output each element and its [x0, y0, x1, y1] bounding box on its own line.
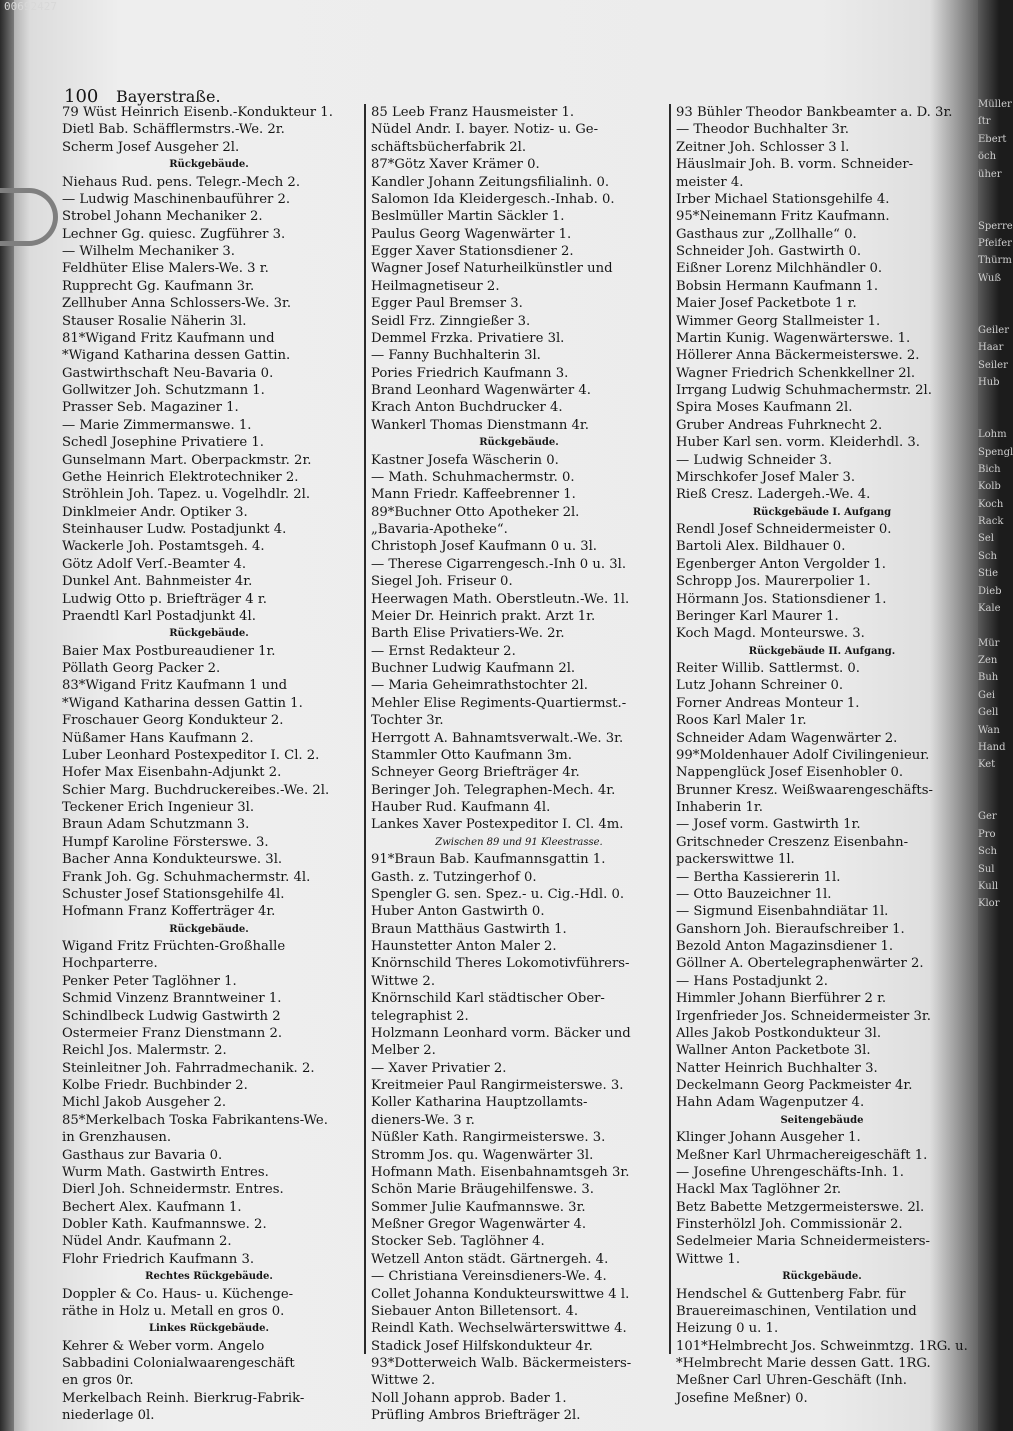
scan-id: 00692427 [4, 0, 57, 13]
directory-line: Hörmann Jos. Stationsdiener 1. [676, 591, 887, 607]
directory-line: Lechner Gg. quiesc. Zugführer 3. [62, 226, 286, 242]
directory-line: Praendtl Karl Postadjunkt 4l. [62, 608, 256, 624]
directory-line: 85 Leeb Franz Hausmeister 1. [371, 105, 575, 120]
directory-line: Koch Magd. Monteurswe. 3. [676, 626, 865, 642]
strip-line: ſtr [978, 116, 991, 128]
directory-line: Meßner Gregor Wagenwärter 4. [371, 1217, 587, 1232]
directory-line: Finsterhölzl Joh. Commissionär 2. [676, 1217, 903, 1232]
directory-line: — Hans Postadjunkt 2. [676, 973, 828, 989]
directory-line: Klinger Johann Ausgeher 1. [676, 1130, 861, 1146]
directory-line: 79 Wüst Heinrich Eisenb.-Kondukteur 1. [62, 105, 333, 120]
directory-line: Michl Jakob Ausgeher 2. [62, 1095, 227, 1111]
directory-line: Forner Andreas Monteur 1. [676, 695, 860, 711]
strip-line: Klor [978, 898, 1000, 910]
directory-line: Scherm Josef Ausgeher 2l. [62, 139, 240, 155]
strip-line [978, 391, 996, 408]
strip-line [978, 305, 996, 322]
directory-line: Pöllath Georg Packer 2. [62, 661, 221, 676]
directory-line: Teckener Erich Ingenieur 3l. [62, 800, 255, 815]
directory-line: Schier Marg. Buchdruckereibes.-We. 2l. [62, 782, 330, 798]
directory-line: Gastwirthschaft Neu-Bavaria 0. [62, 365, 274, 381]
directory-line: Gollwitzer Joh. Schutzmann 1. [62, 383, 265, 398]
directory-line: Brauereimaschinen, Ventilation und [676, 1303, 917, 1319]
directory-line: — Marie Zimmermanswe. 1. [62, 417, 252, 433]
directory-line: Zwischen 89 und 91 Kleestrasse. [435, 836, 603, 848]
directory-line: Roos Karl Maler 1r. [676, 713, 807, 729]
directory-line: „Bavaria-Apotheke“. [371, 522, 508, 537]
strip-line: Haar [978, 342, 1004, 354]
directory-line: Beringer Karl Maurer 1. [676, 608, 839, 624]
directory-line: Meßner Carl Uhren-Geschäft (Inh. [676, 1373, 907, 1389]
directory-line: Schindlbeck Ludwig Gastwirth 2 [62, 1008, 281, 1024]
directory-line: Wankerl Thomas Dienstmann 4r. [371, 417, 589, 433]
strip-line: Ebert [978, 133, 1007, 145]
strip-line [978, 287, 996, 304]
directory-line: Prüfling Ambros Briefträger 2l. [371, 1408, 581, 1424]
strip-line: Pro [978, 828, 996, 840]
directory-line: Stadick Josef Hilfskondukteur 4r. [371, 1338, 593, 1354]
directory-line: Ganshorn Joh. Bieraufschreiber 1. [676, 921, 905, 937]
directory-line: Deckelmann Georg Packmeister 4r. [676, 1078, 913, 1093]
directory-line: Alles Jakob Postkondukteur 3l. [676, 1025, 882, 1041]
directory-line: meister 4. [676, 174, 744, 190]
strip-line [978, 183, 996, 200]
directory-line: Bobsin Hermann Kaufmann 1. [676, 278, 879, 294]
directory-line: Siegel Joh. Friseur 0. [371, 574, 513, 590]
adjacent-page-strip [978, 96, 1013, 913]
directory-line: Betz Babette Metzgermeisterswe. 2l. [676, 1199, 925, 1215]
directory-line: 99*Moldenhauer Adolf Civilingenieur. [676, 747, 930, 763]
directory-line: telegraphist 2. [371, 1008, 469, 1024]
strip-line: Kull [978, 880, 999, 892]
directory-line: Nüdel Andr. I. bayer. Notiz- u. Ge- [371, 122, 599, 138]
directory-line: Dierl Joh. Schneidermstr. Entres. [62, 1182, 284, 1198]
directory-line: Kreitmeier Paul Rangirmeisterswe. 3. [371, 1078, 624, 1093]
directory-line: Rechtes Rückgebäude. [145, 1271, 273, 1283]
directory-line: Wetzell Anton städt. Gärtnergeh. 4. [371, 1251, 609, 1267]
directory-line: Schmid Vinzenz Branntweiner 1. [62, 991, 282, 1007]
directory-line: Wallner Anton Packetbote 3l. [676, 1043, 871, 1059]
directory-line: Stromm Jos. qu. Wagenwärter 3l. [371, 1147, 594, 1163]
directory-line: Braun Matthäus Gastwirth 1. [371, 921, 567, 937]
strip-line: Bich [978, 463, 1001, 475]
directory-line: Steinleitner Joh. Fahrradmechanik. 2. [62, 1060, 315, 1076]
strip-line: Müller [978, 99, 1012, 110]
directory-line: Nappenglück Josef Eisenhobler 0. [676, 765, 904, 781]
strip-line: Hub [978, 377, 1000, 388]
directory-line: Rückgebäude I. Aufgang [752, 506, 892, 518]
directory-line: Rückgebäude. [169, 628, 249, 640]
directory-line: Pories Friedrich Kaufmann 3. [371, 365, 569, 381]
directory-line: Buchner Ludwig Kaufmann 2l. [371, 661, 576, 676]
directory-line: Melber 2. [371, 1043, 436, 1059]
strip-line: üher [978, 168, 1002, 180]
strip-line: Buh [978, 672, 999, 684]
directory-line: — Ludwig Maschinenbauführer 2. [62, 191, 291, 207]
directory-line: Kehrer & Weber vorm. Angelo [62, 1338, 265, 1354]
directory-line: 93 Bühler Theodor Bankbeamter a. D. 3r. [676, 105, 953, 120]
directory-line: Götz Adolf Verſ.-Beamter 4. [62, 556, 247, 572]
strip-line: Dieb [978, 585, 1002, 597]
directory-line: Strobel Johann Mechaniker 2. [62, 209, 263, 225]
directory-line: Egenberger Anton Vergolder 1. [676, 556, 886, 572]
directory-line: Ostermeier Franz Dienstmann 2. [62, 1025, 283, 1041]
directory-line: Hahn Adam Wagenputzer 4. [676, 1095, 865, 1111]
directory-line: Ströhlein Joh. Tapez. u. Vogelhdlr. 2l. [62, 487, 311, 503]
directory-column-2 [371, 104, 667, 1425]
directory-line: Reichl Jos. Malermstr. 2. [62, 1043, 227, 1059]
directory-line: Bacher Anna Kondukteurswe. 3l. [62, 852, 283, 868]
directory-line: — Therese Cigarrengesch.-Inh 0 u. 3l. [371, 556, 627, 572]
directory-line: Penker Peter Taglöhner 1. [62, 973, 237, 989]
directory-line: — Josefine Uhrengeschäfts-Inh. 1. [676, 1164, 904, 1180]
directory-line: Göllner A. Obertelegraphenwärter 2. [676, 956, 924, 972]
directory-line: 83*Wigand Fritz Kaufmann 1 und [62, 678, 288, 694]
directory-column-1 [62, 104, 356, 1425]
directory-line: 93*Dotterweich Walb. Bäckermeisters- [371, 1356, 632, 1371]
directory-line: Linkes Rückgebäude. [148, 1323, 270, 1335]
strip-line: Seiler [978, 359, 1008, 371]
directory-line: Schneider Joh. Gastwirth 0. [676, 244, 862, 259]
strip-line [978, 200, 996, 217]
directory-line: Haunstetter Anton Maler 2. [371, 939, 557, 954]
directory-line: Collet Johanna Kondukteurswittwe 4 l. [371, 1286, 630, 1302]
directory-line: Rückgebäude. [782, 1271, 862, 1283]
directory-line: Dunkel Ant. Bahnmeister 4r. [62, 574, 253, 590]
directory-line: Irrgang Ludwig Schuhmachermstr. 2l. [676, 383, 932, 398]
directory-line: Wackerle Joh. Postamtsgeh. 4. [62, 539, 265, 555]
directory-line: Salomon Ida Kleidergesch.-Inhab. 0. [371, 191, 615, 207]
directory-line: Brand Leonhard Wagenwärter 4. [371, 383, 591, 398]
directory-line: Egger Paul Bremser 3. [371, 296, 523, 312]
strip-line: Koch [978, 498, 1004, 510]
directory-line: — Fanny Buchhalterin 3l. [371, 348, 541, 364]
directory-line: Schuster Josef Stationsgehilfe 4l. [62, 886, 285, 902]
directory-line: Wagner Josef Naturheilkünstler und [371, 261, 613, 277]
directory-line: Christoph Josef Kaufmann 0 u. 3l. [371, 539, 598, 555]
directory-line: Krach Anton Buchdrucker 4. [371, 400, 563, 416]
directory-line: Gasthaus zur „Zollhalle“ 0. [676, 226, 857, 242]
directory-line: Schneyer Georg Briefträger 4r. [371, 765, 580, 781]
column-rule [669, 104, 671, 1354]
directory-line: Mirschkofer Josef Maler 3. [676, 469, 856, 485]
directory-line: — Josef vorm. Gastwirth 1r. [676, 817, 861, 833]
strip-line [978, 617, 996, 634]
directory-line: 91*Braun Bab. Kaufmannsgattin 1. [371, 852, 606, 868]
strip-line: Gei [978, 689, 996, 701]
strip-line [978, 791, 996, 808]
directory-line: — Ludwig Schneider 3. [676, 452, 832, 468]
directory-line: Niehaus Rud. pens. Telegr.-Mech 2. [62, 174, 301, 190]
directory-line: Sommer Julie Kaufmannswe. 3r. [371, 1199, 586, 1215]
directory-line: — Xaver Privatier 2. [371, 1060, 507, 1076]
directory-line: 81*Wigand Fritz Kaufmann und [62, 330, 275, 346]
directory-line: Spira Moses Kaufmann 2l. [676, 400, 853, 416]
directory-line: Huber Karl sen. vorm. Kleiderhdl. 3. [676, 435, 920, 451]
directory-line: Reindl Kath. Wechselwärterswittwe 4. [371, 1321, 627, 1337]
directory-line: Dinklmeier Andr. Optiker 3. [62, 504, 248, 520]
directory-line: Heizung 0 u. 1. [676, 1321, 779, 1337]
directory-line: *Wigand Katharina dessen Gattin. [62, 348, 291, 364]
directory-line: Dobler Kath. Kaufmannswe. 2. [62, 1217, 267, 1232]
directory-line: 85*Merkelbach Toska Fabrikantens-We. [62, 1112, 328, 1128]
strip-line: Kale [978, 602, 1001, 614]
strip-line: Sch [978, 550, 997, 562]
strip-line: Stie [978, 568, 998, 580]
directory-line: Prasser Seb. Magaziner 1. [62, 400, 239, 416]
directory-line: Gritschneder Creszenz Eisenbahn- [676, 834, 909, 850]
directory-line: Zellhuber Anna Schlossers-We. 3r. [62, 296, 292, 312]
directory-line: Meßner Karl Uhrmachereigeschäft 1. [676, 1147, 928, 1163]
directory-line: Ludwig Otto p. Briefträger 4 r. [62, 591, 267, 607]
directory-line: Rendl Josef Schneidermeister 0. [676, 522, 892, 537]
directory-line: Feldhüter Elise Malers-We. 3 r. [62, 261, 269, 277]
directory-line: Maier Josef Packetbote 1 r. [676, 296, 857, 312]
directory-line: Luber Leonhard Postexpeditor I. Cl. 2. [62, 747, 320, 763]
directory-line: Nüßamer Hans Kaufmann 2. [62, 730, 254, 746]
strip-line: Ket [978, 759, 996, 771]
page-number: 100 [64, 86, 99, 107]
directory-line: 87*Götz Xaver Krämer 0. [371, 157, 540, 173]
directory-line: Flohr Friedrich Kaufmann 3. [62, 1251, 255, 1267]
directory-line: Baier Max Postbureaudiener 1r. [62, 643, 276, 659]
strip-line [978, 409, 996, 426]
directory-line: Bartoli Alex. Bildhauer 0. [676, 539, 846, 555]
directory-line: — Wilhelm Mechaniker 3. [62, 244, 235, 259]
strip-line: Sul [978, 863, 995, 875]
strip-line: Thürm [978, 255, 1012, 267]
directory-line: Martin Kunig. Wagenwärterswe. 1. [676, 330, 911, 346]
strip-line: Sel [978, 533, 994, 545]
directory-line: Mehler Elise Regiments-Quartiermst.- [371, 695, 627, 711]
strip-line: Lohm [978, 429, 1007, 441]
directory-line: Hauber Rud. Kaufmann 4l. [371, 800, 551, 815]
directory-line: — Bertha Kassiererin 1l. [676, 869, 841, 885]
directory-line: Koller Katharina Hauptzollamts- [371, 1095, 588, 1111]
directory-line: en gros 0r. [62, 1373, 134, 1389]
directory-line: Heerwagen Math. Oberstleutn.-We. 1l. [371, 591, 630, 607]
directory-line: Höllerer Anna Bäckermeisterswe. 2. [676, 348, 920, 364]
directory-line: Schedl Josephine Privatiere 1. [62, 435, 264, 451]
strip-line: Wan [978, 724, 1000, 736]
strip-line: Mür [978, 637, 1000, 649]
directory-line: Gruber Andreas Fuhrknecht 2. [676, 417, 883, 433]
directory-line: Bezold Anton Magazinsdiener 1. [676, 939, 894, 954]
directory-line: Sabbadini Colonialwaarengeschäft [62, 1356, 295, 1371]
directory-line: Paulus Georg Wagenwärter 1. [371, 226, 572, 242]
directory-line: Rückgebäude II. Aufgang. [748, 645, 896, 657]
strip-line: Pfeifer [978, 238, 1012, 249]
directory-line: Rieß Cresz. Ladergeh.-We. 4. [676, 487, 871, 503]
directory-line: Egger Xaver Stationsdiener 2. [371, 244, 574, 259]
strip-line: Zen [978, 655, 998, 666]
directory-line: Steinhauser Ludw. Postadjunkt 4. [62, 522, 287, 537]
directory-line: Zeitner Joh. Schlosser 3 l. [676, 139, 850, 155]
directory-line: Wittwe 1. [676, 1251, 741, 1267]
directory-line: Hofmann Franz Kofferträger 4r. [62, 904, 276, 920]
strip-line: Spengl [978, 446, 1013, 458]
strip-line: Sch [978, 846, 997, 858]
strip-line: Kolb [978, 481, 1001, 493]
directory-line: in Grenzhausen. [62, 1130, 172, 1146]
directory-line: Dietl Bab. Schäfflermstrs.-We. 2r. [62, 122, 285, 138]
directory-line: Natter Heinrich Buchhalter 3. [676, 1060, 878, 1076]
directory-line: Rückgebäude. [169, 923, 249, 935]
directory-line: Irgenfrieder Jos. Schneidermeister 3r. [676, 1008, 931, 1024]
strip-line: Rack [978, 516, 1004, 527]
directory-line: Schön Marie Bräugehilfenswe. 3. [371, 1182, 594, 1198]
directory-line: Rupprecht Gg. Kaufmann 3r. [62, 278, 255, 294]
directory-line: Wittwe 2. [371, 1373, 436, 1389]
directory-line: Stammler Otto Kaufmann 3m. [371, 747, 572, 763]
directory-line: — Otto Bauzeichner 1l. [676, 886, 832, 902]
directory-line: Himmler Johann Bierführer 2 r. [676, 991, 887, 1007]
directory-line: Mann Friedr. Kaffeebrenner 1. [371, 487, 576, 503]
directory-line: Noll Johann approb. Bader 1. [371, 1390, 567, 1406]
directory-line: Gasthaus zur Bavaria 0. [62, 1147, 223, 1163]
directory-line: Rückgebäude. [479, 437, 559, 449]
directory-line: Gunselmann Mart. Oberpackmstr. 2r. [62, 452, 312, 468]
directory-line: Spengler G. sen. Spez.- u. Cig.-Hdl. 0. [371, 886, 625, 902]
directory-line: Hendschel & Guttenberg Fabr. für [676, 1286, 906, 1302]
directory-line: Doppler & Co. Haus- u. Küchenge- [62, 1286, 294, 1302]
directory-line: Stocker Seb. Taglöhner 4. [371, 1234, 545, 1250]
directory-line: Kandler Johann Zeitungsfilialinh. 0. [371, 174, 610, 190]
directory-line: — Christiana Vereinsdieners-We. 4. [371, 1269, 607, 1285]
directory-line: *Wigand Katharina dessen Gattin 1. [62, 695, 303, 711]
strip-line: Wuß [978, 272, 1001, 284]
directory-line: Hofer Max Eisenbahn-Adjunkt 2. [62, 765, 282, 781]
directory-line: schäftsbücherfabrik 2l. [371, 139, 527, 155]
strip-line: Ger [978, 811, 997, 823]
directory-line: niederlage 0l. [62, 1408, 155, 1424]
column-rule [364, 104, 366, 1354]
directory-column-3 [676, 104, 968, 1407]
strip-line: Hand [978, 741, 1006, 753]
directory-line: Wimmer Georg Stallmeister 1. [676, 313, 881, 329]
directory-line: Seitengebäude [780, 1114, 864, 1126]
directory-line: Knörnschild Karl städtischer Ober- [371, 991, 605, 1007]
directory-line: Schropp Jos. Maurerpolier 1. [676, 574, 871, 590]
directory-line: 95*Neinemann Fritz Kaufmann. [676, 209, 890, 225]
directory-line: Reiter Willib. Sattlermst. 0. [676, 661, 860, 676]
directory-line: Josefine Meßner) 0. [676, 1390, 808, 1406]
directory-line: Hochparterre. [62, 956, 158, 972]
directory-line: — Math. Schuhmachermstr. 0. [371, 469, 575, 485]
directory-line: Lutz Johann Schreiner 0. [676, 678, 844, 694]
directory-line: Barth Elise Privatiers-We. 2r. [371, 626, 565, 642]
strip-line: Geiler [978, 324, 1010, 336]
directory-line: Stauser Rosalie Näherin 3l. [62, 313, 247, 329]
directory-line: Tochter 3r. [371, 713, 444, 729]
directory-line: Brunner Kresz. Weißwaarengeschäfts- [676, 782, 933, 798]
directory-line: Lankes Xaver Postexpeditor I. Cl. 4m. [371, 817, 624, 833]
directory-line: Nüßler Kath. Rangirmeisterswe. 3. [371, 1130, 606, 1146]
strip-line: Sperre [978, 220, 1013, 232]
directory-line: Frank Joh. Gg. Schuhmachermstr. 4l. [62, 869, 311, 885]
directory-line: Humpf Karoline Försterswe. 3. [62, 834, 269, 850]
directory-line: — Ernst Redakteur 2. [371, 643, 516, 659]
directory-line: Holzmann Leonhard vorm. Bäcker und [371, 1025, 631, 1041]
directory-line: — Theodor Buchhalter 3r. [676, 122, 849, 138]
directory-line: Kolbe Friedr. Buchbinder 2. [62, 1078, 248, 1093]
directory-line: packerswittwe 1l. [676, 852, 795, 868]
directory-line: Sedelmeier Maria Schneidermeisters- [676, 1234, 930, 1250]
directory-line: Schneider Adam Wagenwärter 2. [676, 730, 898, 746]
directory-line: Häuslmair Joh. B. vorm. Schneider- [676, 157, 914, 173]
directory-line: 101*Helmbrecht Jos. Schweinmtzg. 1RG. u. [676, 1338, 968, 1354]
directory-line: Gasth. z. Tutzingerhof 0. [371, 869, 537, 885]
directory-line: Kastner Josefa Wäscherin 0. [371, 452, 559, 468]
directory-line: Braun Adam Schutzmann 3. [62, 817, 250, 833]
strip-line: Gell [978, 707, 999, 719]
directory-line: Meier Dr. Heinrich prakt. Arzt 1r. [371, 608, 596, 624]
directory-line: Merkelbach Reinh. Bierkrug-Fabrik- [62, 1390, 305, 1406]
directory-line: Wurm Math. Gastwirth Entres. [62, 1164, 269, 1180]
paper-clip-icon [0, 188, 58, 246]
directory-line: *Helmbrecht Marie dessen Gatt. 1RG. [676, 1356, 931, 1371]
directory-line: Nüdel Andr. Kaufmann 2. [62, 1234, 232, 1250]
directory-line: Seidl Frz. Zinngießer 3. [371, 313, 531, 329]
directory-line: Wagner Friedrich Schenkkellner 2l. [676, 365, 916, 381]
directory-line: Inhaberin 1r. [676, 800, 763, 815]
directory-line: Heilmagnetiseur 2. [371, 278, 500, 294]
directory-line: Rückgebäude. [169, 159, 249, 171]
directory-line: — Maria Geheimrathstochter 2l. [371, 678, 588, 694]
directory-line: Hackl Max Taglöhner 2r. [676, 1182, 842, 1198]
directory-line: Siebauer Anton Billetensort. 4. [371, 1303, 579, 1319]
directory-line: Eißner Lorenz Milchhändler 0. [676, 261, 883, 277]
directory-line: Beringer Joh. Telegraphen-Mech. 4r. [371, 782, 616, 798]
directory-line: Gethe Heinrich Elektrotechniker 2. [62, 469, 299, 485]
directory-line: dieners-We. 3 r. [371, 1112, 475, 1128]
strip-line: öch [978, 151, 997, 163]
directory-line: Bechert Alex. Kaufmann 1. [62, 1199, 242, 1215]
directory-line: räthe in Holz u. Metall en gros 0. [62, 1303, 285, 1319]
directory-line: Froschauer Georg Kondukteur 2. [62, 713, 284, 729]
directory-line: Huber Anton Gastwirth 0. [371, 904, 545, 920]
strip-line [978, 774, 996, 791]
directory-line: — Sigmund Eisenbahndiätar 1l. [676, 904, 889, 920]
directory-line: Wigand Fritz Früchten-Großhalle [62, 939, 286, 954]
directory-line: Herrgott A. Bahnamtsverwalt.-We. 3r. [371, 730, 624, 746]
directory-line: Beslmüller Martin Säckler 1. [371, 209, 565, 225]
page-header: Bayerstraße. [116, 87, 221, 106]
directory-line: Wittwe 2. [371, 973, 436, 989]
directory-line: Demmel Frzka. Privatiere 3l. [371, 330, 565, 346]
directory-line: 89*Buchner Otto Apotheker 2l. [371, 504, 580, 520]
directory-line: Hofmann Math. Eisenbahnamtsgeh 3r. [371, 1164, 630, 1180]
directory-line: Irber Michael Stationsgehilfe 4. [676, 191, 890, 207]
directory-line: Knörnschild Theres Lokomotivführers- [371, 956, 630, 972]
